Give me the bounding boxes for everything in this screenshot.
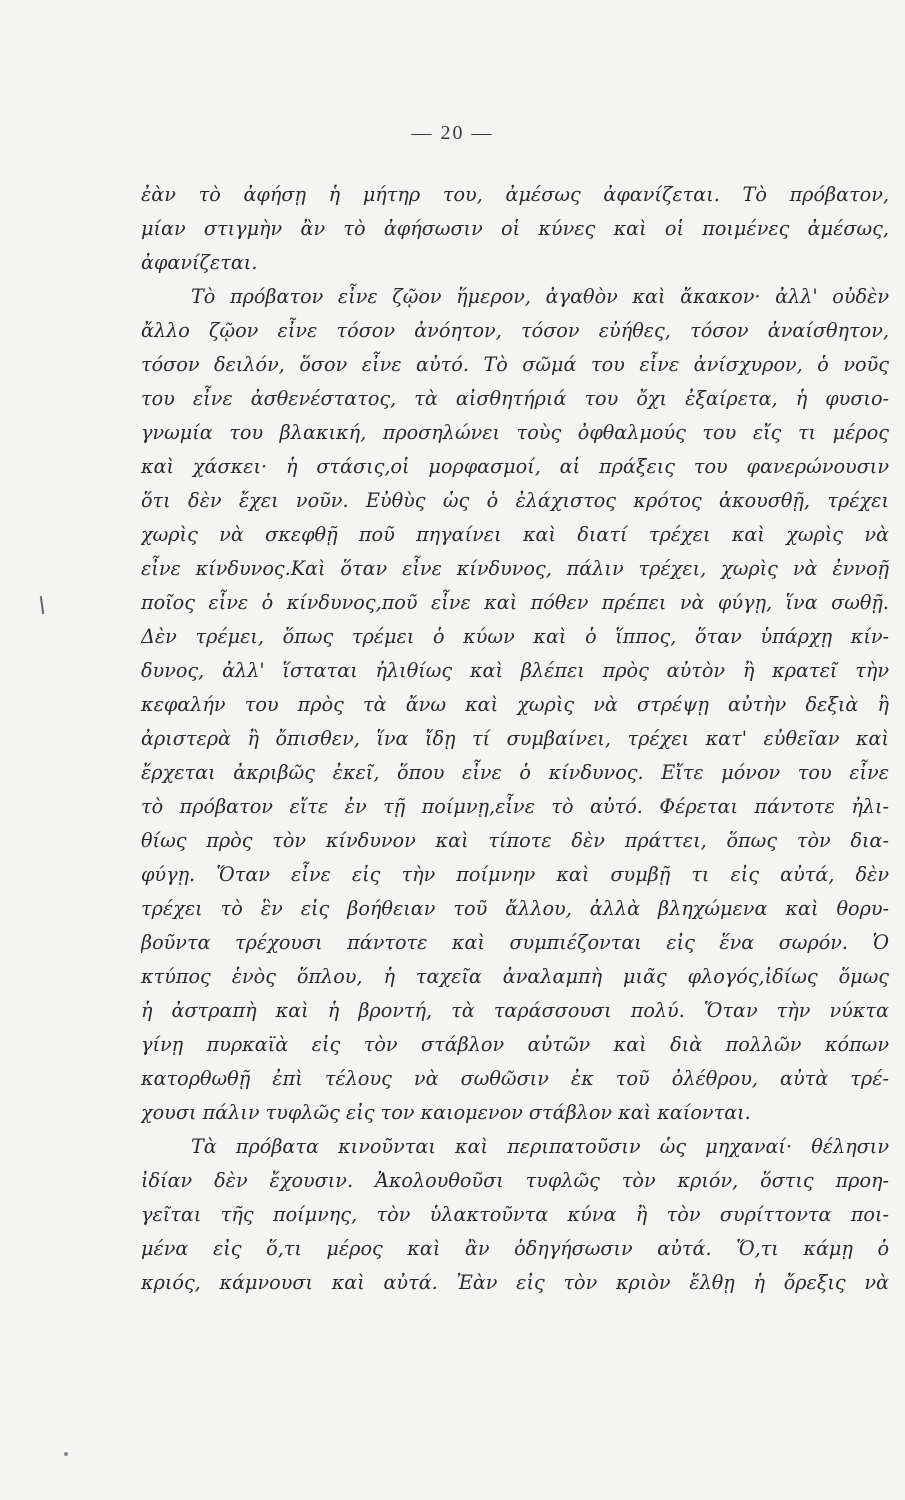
text-line: γεῖται τῆς ποίμνης, τὸν ὑλακτοῦντα κύνα ἢ τὸν συρίττοντα ποι- bbox=[141, 1203, 889, 1226]
text-line: φύγῃ. Ὅταν εἶνε εἰς τὴν ποίμνην καὶ συμβῇ τι εἰς αὐτά, δὲν bbox=[141, 863, 889, 886]
text-line: ὅτι δὲν ἔχει νοῦν. Εὐθὺς ὡς ὁ ἐλάχιστος κρότος ἀκουσθῇ, τρέχει bbox=[141, 489, 889, 512]
text-line: εἶνε κίνδυνος.Καὶ ὅταν εἶνε κίνδυνος, πάλιν τρέχει, χωρὶς νὰ ἐννοῇ bbox=[141, 557, 889, 580]
text-line: Τὰ πρόβατα κινοῦνται καὶ περιπατοῦσιν ὡς μηχαναί· θέλησιν bbox=[191, 1135, 889, 1158]
text-line: κατορθωθῇ ἐπὶ τέλους νὰ σωθῶσιν ἐκ τοῦ ὀλέθρου, αὐτὰ τρέ- bbox=[141, 1067, 889, 1090]
body-text bbox=[141, 178, 889, 1300]
margin-dot bbox=[64, 1452, 68, 1456]
text-line: βοῦντα τρέχουσι πάντοτε καὶ συμπιέζονται εἰς ἕνα σωρόν. Ὁ bbox=[141, 931, 889, 954]
text-line: του εἶνε ἀσθενέστατος, τὰ αἰσθητήριά του ὄχι ἐξαίρετα, ἡ φυσιο- bbox=[141, 387, 889, 410]
text-line: ποῖος εἶνε ὁ κίνδυνος,ποῦ εἶνε καὶ πόθεν πρέπει νὰ φύγῃ, ἵνα σωθῇ. bbox=[141, 591, 889, 614]
text-line: γνωμία του βλακική, προσηλώνει τοὺς ὀφθαλμούς του εἴς τι μέρος bbox=[141, 421, 889, 444]
text-line: ἐὰν τὸ ἀφήσῃ ἡ μήτηρ του, ἀμέσως ἀφανίζεται. Τὸ πρόβατον, bbox=[141, 183, 889, 206]
text-line: μίαν στιγμὴν ἂν τὸ ἀφήσωσιν οἱ κύνες καὶ οἱ ποιμένες ἀμέσως, bbox=[141, 217, 889, 240]
text-line: Τὸ πρόβατον εἶνε ζῷον ἥμερον, ἀγαθὸν καὶ ἄκακον· ἀλλ' οὐδὲν bbox=[191, 285, 889, 308]
text-line: μένα εἰς ὅ,τι μέρος καὶ ἂν ὁδηγήσωσιν αὐτά. Ὅ,τι κάμῃ ὁ bbox=[141, 1237, 889, 1260]
text-line: Δὲν τρέμει, ὅπως τρέμει ὁ κύων καὶ ὁ ἵππος, ὅταν ὑπάρχῃ κίν- bbox=[141, 625, 889, 648]
text-line: καὶ χάσκει· ἡ στάσις,οἱ μορφασμοί, αἱ πράξεις του φανερώνουσιν bbox=[141, 455, 889, 478]
text-line: θίως πρὸς τὸν κίνδυνον καὶ τίποτε δὲν πράττει, ὅπως τὸν δια- bbox=[141, 829, 889, 852]
text-line: ἀριστερὰ ἢ ὄπισθεν, ἵνα ἴδῃ τί συμβαίνει, τρέχει κατ' εὐθεῖαν καὶ bbox=[141, 727, 889, 750]
text-line: ἔρχεται ἀκριβῶς ἐκεῖ, ὅπου εἶνε ὁ κίνδυνος. Εἴτε μόνον του εἶνε bbox=[141, 761, 889, 784]
text-line: τόσον δειλόν, ὅσον εἶνε αὐτό. Τὸ σῶμά του εἶνε ἀνίσχυρον, ὁ νοῦς bbox=[141, 353, 889, 376]
text-line: ἀφανίζεται. bbox=[141, 251, 258, 274]
text-line: κριός, κάμνουσι καὶ αὐτά. Ἐὰν εἰς τὸν κριὸν ἔλθῃ ἡ ὄρεξις νὰ bbox=[141, 1271, 889, 1294]
text-line: χουσι πάλιν τυφλῶς εἰς τον καιομενον στάβλον καὶ καίονται. bbox=[141, 1101, 751, 1124]
text-line: δυνος, ἀλλ' ἵσταται ἠλιθίως καὶ βλέπει πρὸς αὐτὸν ἢ κρατεῖ τὴν bbox=[141, 659, 889, 682]
text-line: τρέχει τὸ ἓν εἰς βοήθειαν τοῦ ἄλλου, ἀλλὰ βληχώμενα καὶ θορυ- bbox=[141, 897, 889, 920]
text-line: τὸ πρόβατον εἴτε ἐν τῇ ποίμνῃ,εἶνε τὸ αὐτό. Φέρεται πάντοτε ἠλι- bbox=[141, 795, 889, 818]
text-line: ἰδίαν δὲν ἔχουσιν. Ἀκολουθοῦσι τυφλῶς τὸν κριόν, ὅστις προη- bbox=[141, 1169, 889, 1192]
text-line: χωρὶς νὰ σκεφθῇ ποῦ πηγαίνει καὶ διατί τρέχει καὶ χωρὶς νὰ bbox=[141, 523, 889, 546]
text-line: γίνῃ πυρκαϊὰ εἰς τὸν στάβλον αὐτῶν καὶ διὰ πολλῶν κόπων bbox=[141, 1033, 889, 1056]
text-line: κεφαλήν του πρὸς τὰ ἄνω καὶ χωρὶς νὰ στρέψῃ αὐτὴν δεξιὰ ἢ bbox=[141, 693, 889, 716]
text-line: ἄλλο ζῷον εἶνε τόσον ἀνόητον, τόσον εὐήθες, τόσον ἀναίσθητον, bbox=[141, 319, 889, 342]
text-line: κτύπος ἑνὸς ὅπλου, ἡ ταχεῖα ἀναλαμπὴ μιᾶς φλογός,ἰδίως ὅμως bbox=[141, 965, 889, 988]
page-number: — 20 — bbox=[411, 122, 494, 144]
margin-pencil-mark bbox=[40, 596, 44, 614]
text-line: ἡ ἀστραπὴ καὶ ἡ βροντή, τὰ ταράσσουσι πολύ. Ὅταν τὴν νύκτα bbox=[141, 999, 889, 1022]
